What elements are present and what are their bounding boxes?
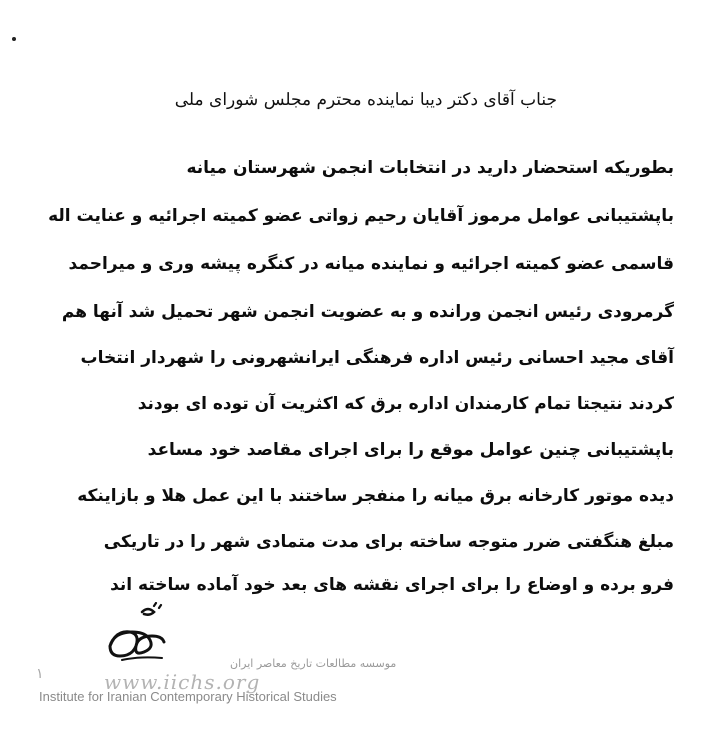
watermark-url: www.iichs.org [104,670,261,694]
body-line: قاسمی عضو کمیته اجرائیه و نماینده میانه در کنگره پیشه وری و میراحمد [68,254,674,274]
watermark-persian: موسسه مطالعات تاریخ معاصر ایران [230,657,397,670]
margin-mark [12,37,16,41]
body-line: کردند نتیجتا تمام کارمندان اداره برق که اکثریت آن توده ای بودند [137,394,674,414]
watermark-mark: ۱ [36,666,44,682]
body-line: مبلغ هنگفتی ضرر متوجه ساخته برای مدت متمادی شهر را در تاریکی [103,532,674,552]
watermark-english: Institute for Iranian Contemporary Historical Studies [39,689,337,704]
body-line: باپشتیبانی عوامل مرموز آقایان رحیم زواتی عضو کمیته اجرائیه و عنایت اله [48,206,674,226]
body-line: فرو برده و اوضاع را برای اجرای نقشه های بعد خود آماده ساخته اند [110,575,674,595]
salutation: جناب آقای دکتر دیبا نماینده محترم مجلس شورای ملی [174,90,557,110]
body-line: باپشتیبانی چنین عوامل موقع را برای اجرای مقاصد خود مساعد [147,440,674,460]
body-line: بطوریکه استحضار دارید در انتخابات انجمن شهرستان میانه [186,158,674,178]
body-line: گرمرودی رئیس انجمن ورانده و به عضویت انجمن شهر تحمیل شد آنها هم [61,302,674,322]
body-line: آقای مجید احسانی رئیس اداره فرهنگی ایرانشهرونی را شهردار انتخاب [80,348,674,368]
body-line: دیده موتور کارخانه برق میانه را منفجر ساختند با این عمل هلا و بازاینکه [77,486,674,506]
